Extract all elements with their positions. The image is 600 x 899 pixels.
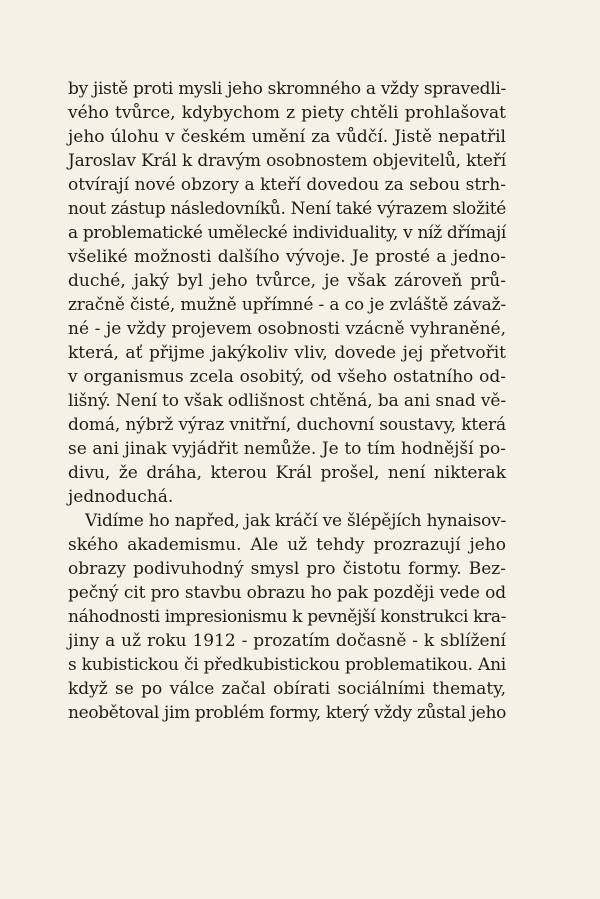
body-text [68,77,506,725]
text-line: náhodnosti impresionismu k pevnější konstrukci kra- [68,607,507,627]
text-line: otvírají nové obzory a kteří dovedou za sebou strh- [68,175,506,195]
text-line: v organismus zcela osobitý, od všeho ostatního od- [68,367,506,387]
text-line: s kubistickou či předkubistickou problematikou. Ani [68,655,507,675]
text-line: nout zástup následovníků. Není také výrazem složité [68,199,507,219]
text-line: která, ať přijme jakýkoliv vliv, dovede jej přetvořit [68,343,506,363]
text-line: ského akademismu. Ale už tehdy prozrazují jeho [68,535,506,555]
text-line: se ani jinak vyjádřit nemůže. Je to tím hodnější po- [68,439,506,459]
paragraph-2 [68,509,506,725]
text-line: domá, nýbrž výraz vnitřní, duchovní soustavy, která [68,415,506,435]
paragraph-1 [68,77,506,509]
text-line: duché, jaký byl jeho tvůrce, je však zároveň prů- [68,271,506,291]
text-line: Vidíme ho napřed, jak kráčí ve šlépějích hynaisov- [85,511,506,531]
text-line: zračně čisté, mužně upřímné - a co je zvláště závaž- [68,295,507,315]
text-line: lišný. Není to však odlišnost chtěná, ba ani snad vě- [68,391,506,411]
text-line: obrazy podivuhodný smysl pro čistotu formy. Bez- [68,559,506,579]
text-line: neobětoval jim problém formy, který vždy zůstal jeho [68,703,506,723]
text-line: pečný cit pro stavbu obrazu ho pak později vede od [68,583,506,603]
text-line: Jaroslav Král k dravým osobnostem objevitelů, kteří [68,151,507,171]
text-line: když se po válce začal obírati sociálními thematy, [68,679,506,699]
text-line: jeho úlohu v českém umění za vůdčí. Jistě nepatřil [68,127,506,147]
text-line: všeliké možnosti dalšího vývoje. Je prosté a jedno- [68,247,506,267]
text-line: jiny a už roku 1912 - prozatím dočasně - k sblížení [68,631,506,651]
text-line: divu, že dráha, kterou Král prošel, není nikterak [68,463,506,483]
text-line: vého tvůrce, kdybychom z piety chtěli prohlašovat [68,103,506,123]
text-line: né - je vždy projevem osobnosti vzácně vyhraněné, [68,319,506,339]
text-line: a problematické umělecké individuality, v níž dřímají [68,223,506,243]
text-line: jednoduchá. [68,487,174,507]
text-line: by jistě proti mysli jeho skromného a vždy spravedli- [68,79,506,99]
